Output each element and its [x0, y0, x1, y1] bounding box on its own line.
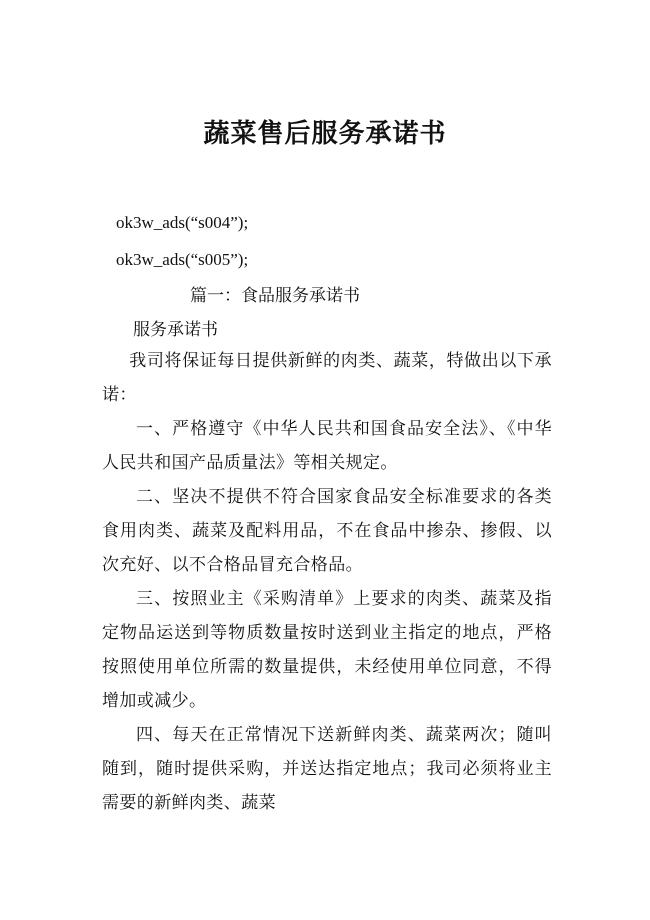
paragraph-item-1: 一、严格遵守《中华人民共和国食品安全法》、《中华人民共和国产品质量法》等相关规定。 — [102, 419, 552, 473]
paragraph-item-2: 二、坚决不提供不符合国家食品安全标准要求的各类食用肉类、蔬菜及配料用品，不在食品中掺杂、掺假、以次充好、以不合格品冒充合格品。 — [102, 487, 552, 575]
document-title: 蔬菜售后服务承诺书 — [203, 119, 447, 149]
code-line-1: ok3w_ads(“s004”); — [116, 213, 249, 232]
paragraph-item-3: 三、按照业主《采购清单》上要求的肉类、蔬菜及指定物品运送到等物质数量按时送到业主指定的地点，严格按照使用单位所需的数量提供，未经使用单位同意，不得增加或减少。 — [102, 589, 552, 711]
paragraph-item-4: 四、每天在正常情况下送新鲜肉类、蔬菜两次；随叫随到，随时提供采购，并送达指定地点；我司必须将业主需要的新鲜肉类、蔬菜 — [102, 725, 552, 813]
body-text — [102, 344, 552, 820]
section-subtitle: 篇一：食品服务承诺书 — [190, 286, 360, 306]
paragraph-intro: 我司将保证每日提供新鲜的肉类、蔬菜，特做出以下承诺： — [102, 351, 552, 405]
section-heading: 服务承诺书 — [133, 320, 218, 340]
code-line-2: ok3w_ads(“s005”); — [116, 250, 249, 269]
